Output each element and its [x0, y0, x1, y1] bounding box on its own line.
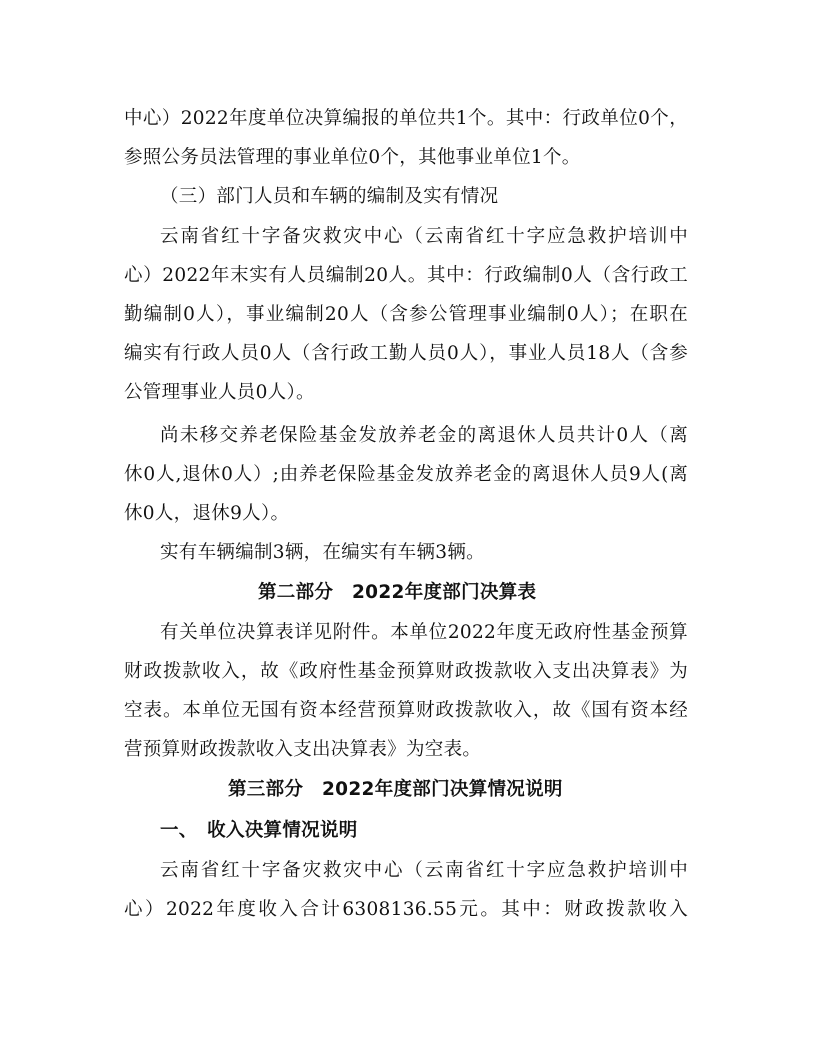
paragraph-1-line-1: 中心）2022年度单位决算编报的单位共1个。其中：行政单位0个， [124, 108, 688, 129]
paragraph-3-line-2: 休0人,退休0人）;由养老保险基金发放养老金的离退休人员9人(离 [124, 464, 688, 485]
paragraph-5-line-2: 财政拨款收入，故《政府性基金预算财政拨款收入支出决算表》为 [124, 661, 688, 682]
paragraph-2-line-4: 编实有行政人员0人（含行政工勤人员0人），事业人员18人（含参 [124, 343, 688, 364]
paragraph-2-line-1: 云南省红十字备灾救灾中心（云南省红十字应急救护培训中 [160, 226, 688, 247]
paragraph-2-line-3: 勤编制0人），事业编制20人（含参公管理事业编制0人）；在职在 [124, 304, 688, 325]
paragraph-3-line-3: 休0人，退休9人）。 [124, 503, 290, 524]
paragraph-2-line-5: 公管理事业人员0人）。 [124, 382, 315, 403]
paragraph-3-line-1: 尚未移交养老保险基金发放养老金的离退休人员共计0人（离 [160, 425, 688, 446]
paragraph-5-line-4: 营预算财政拨款收入支出决算表》为空表。 [124, 739, 482, 760]
paragraph-4-line-1: 实有车辆编制3辆，在编实有车辆3辆。 [160, 542, 485, 563]
paragraph-5-line-3: 空表。本单位无国有资本经营预算财政拨款收入，故《国有资本经 [124, 700, 688, 721]
income-section-heading: 一、 收入决算情况说明 [160, 820, 358, 841]
paragraph-5-line-1: 有关单位决算表详见附件。本单位2022年度无政府性基金预算 [160, 622, 688, 643]
paragraph-6-line-2: 心）2022年度收入合计6308136.55元。其中：财政拨款收入 [124, 899, 688, 920]
paragraph-1-line-2: 参照公务员法管理的事业单位0个，其他事业单位1个。 [124, 147, 581, 168]
section-heading-personnel-vehicles: （三）部门人员和车辆的编制及实有情况 [160, 186, 499, 207]
paragraph-6-line-1: 云南省红十字备灾救灾中心（云南省红十字应急救护培训中 [160, 860, 688, 881]
paragraph-2-line-2: 心）2022年末实有人员编制20人。其中：行政编制0人（含行政工 [124, 265, 688, 286]
part-two-heading: 第二部分 2022年度部门决算表 [258, 582, 537, 603]
part-three-heading: 第三部分 2022年度部门决算情况说明 [228, 779, 563, 800]
